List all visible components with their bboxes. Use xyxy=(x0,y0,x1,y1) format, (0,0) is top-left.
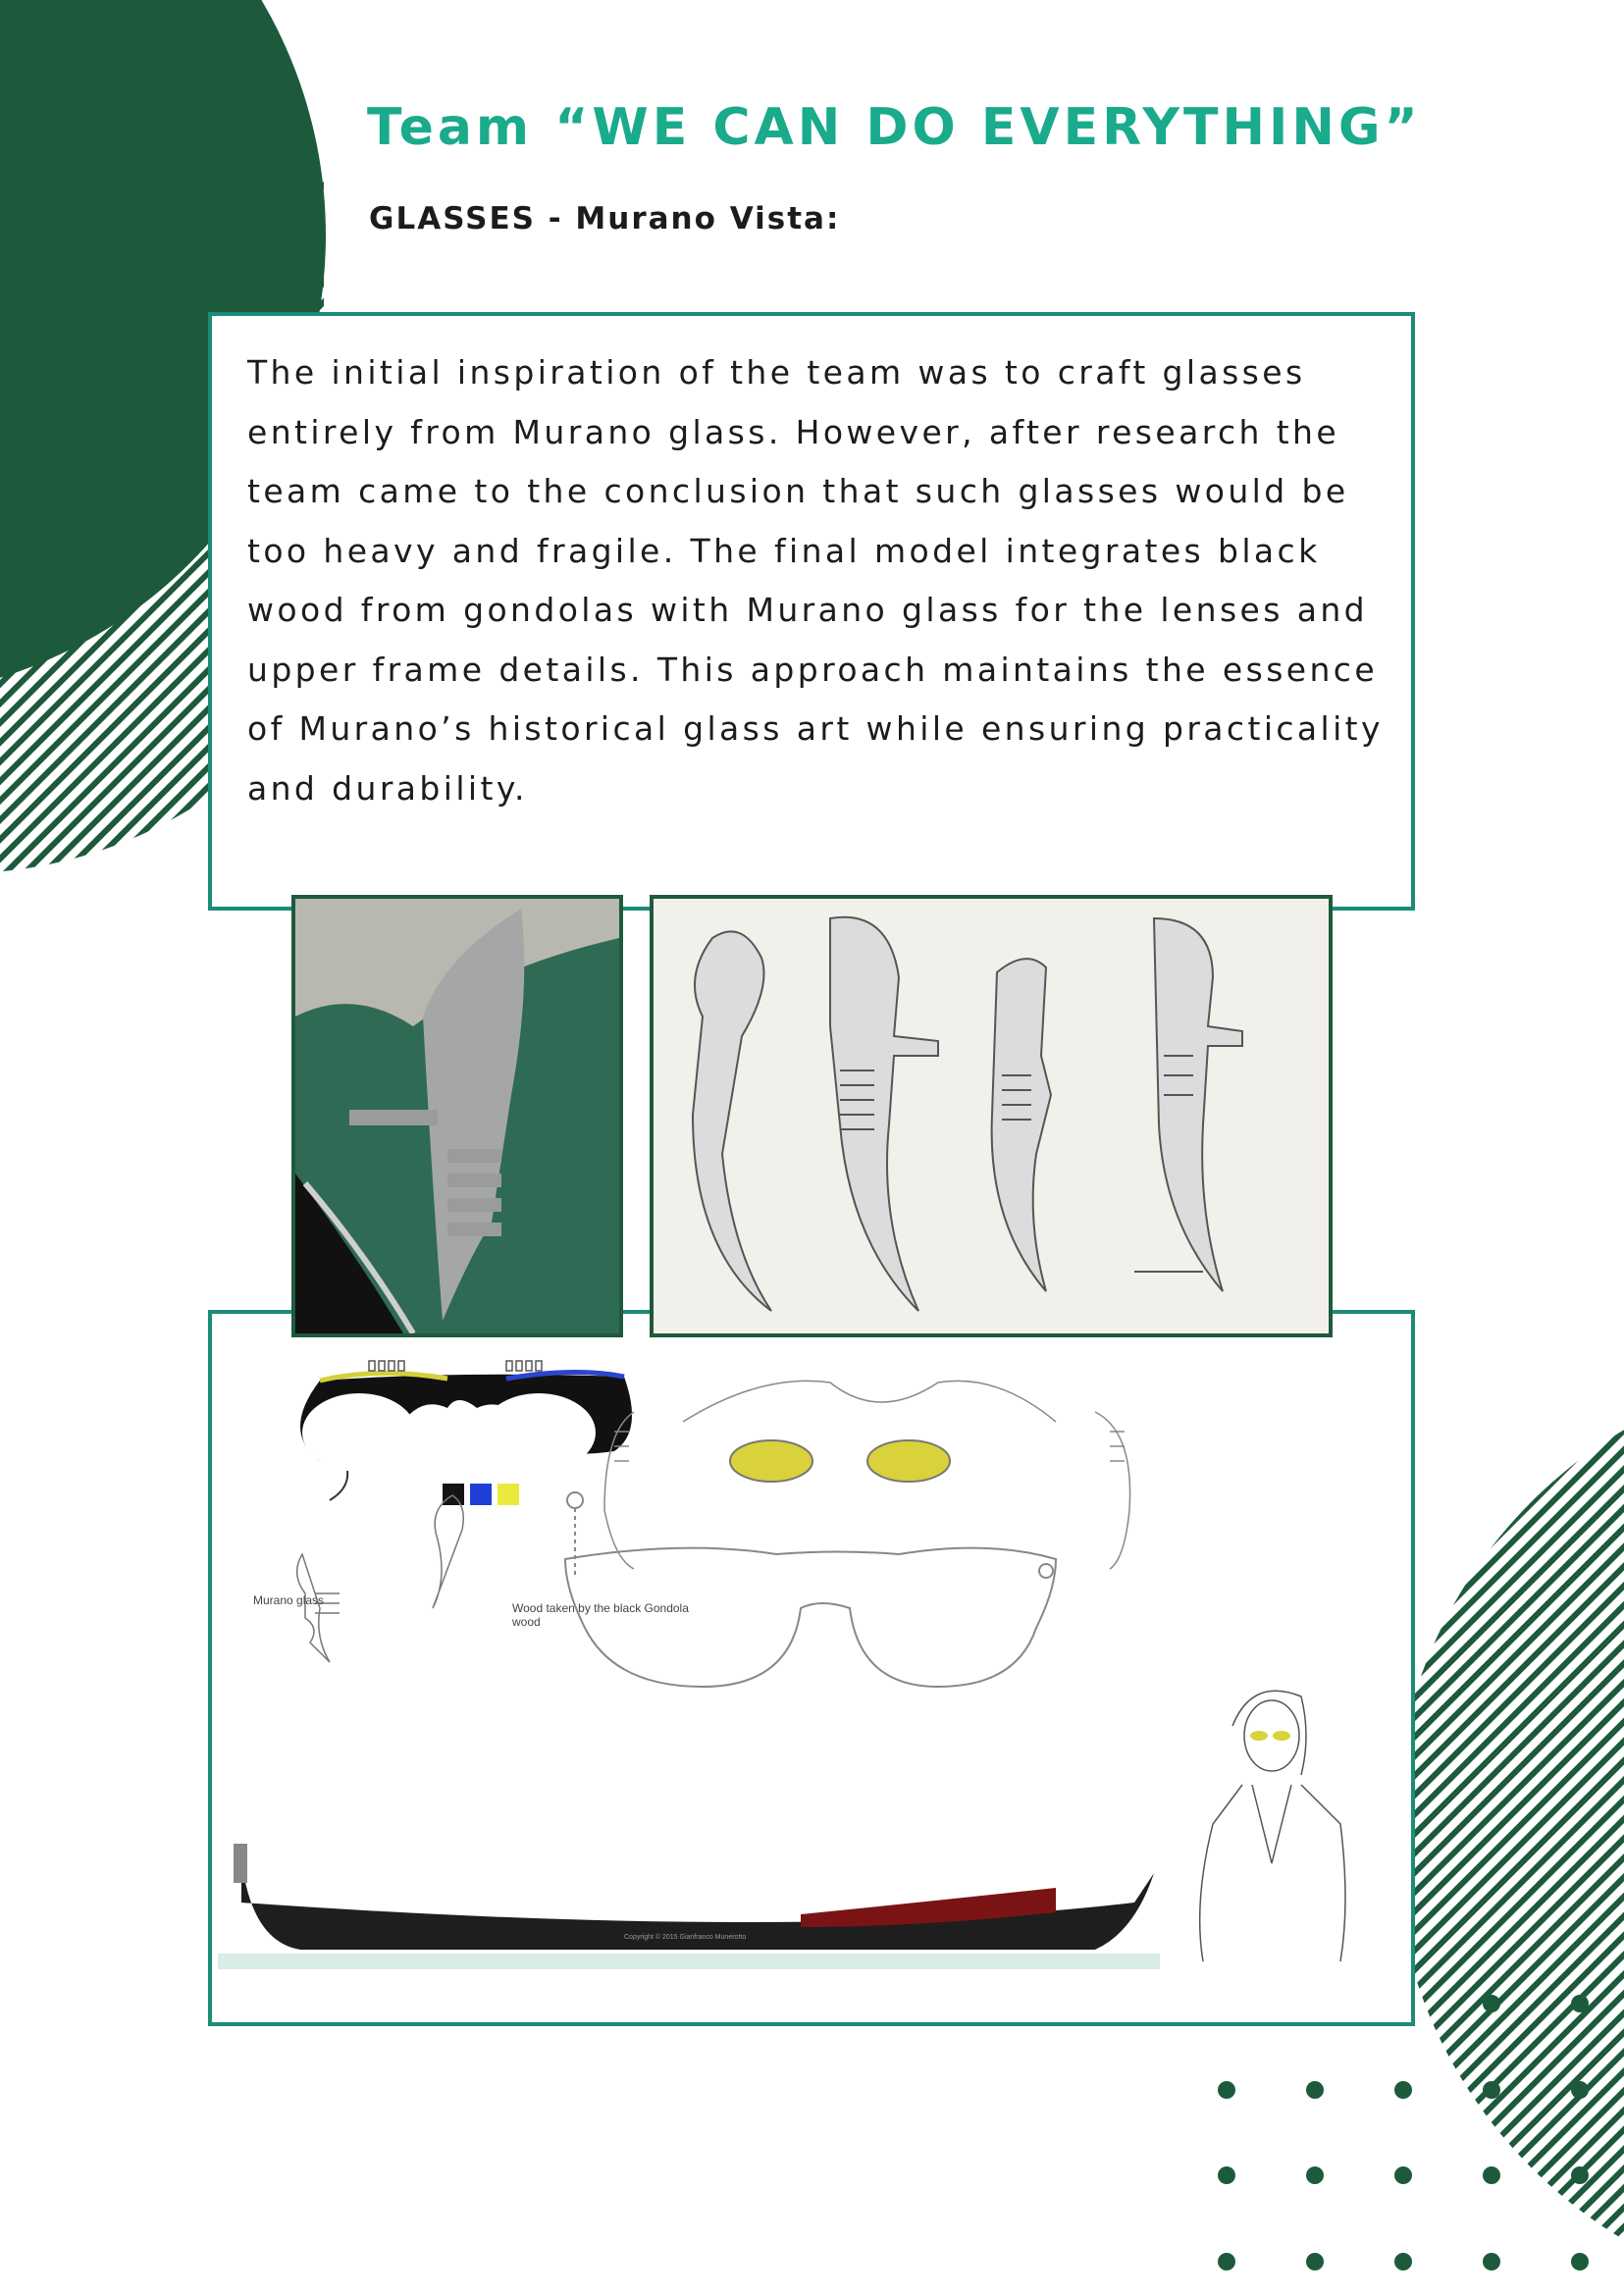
yellow-lens-frame-sketch xyxy=(604,1381,1130,1569)
page-subtitle: GLASSES - Murano Vista: xyxy=(369,201,841,236)
description-text: The initial inspiration of the team was to craft glasses entirely from Murano glass. However, after research the team came to the conclusion that such glasses would be too heavy and fragile. The final model integrates black wood from gondolas with Murano glass for the lenses and upper frame details. This approach maintains the essence of Murano’s historical glass art while ensuring practicality and durability. xyxy=(247,353,1384,808)
fashion-figure-sketch xyxy=(1200,1691,1345,1961)
gondola-copyright: Copyright © 2015 Gianfranco Munerotto xyxy=(624,1934,747,1941)
swatch-blue xyxy=(470,1484,492,1505)
page-title: Team “WE CAN DO EVERYTHING” xyxy=(367,98,1422,157)
swatch-yellow xyxy=(498,1484,519,1505)
ferro-sketches-image xyxy=(650,895,1333,1337)
label-gondola-wood: Wood taken by the black Gondola wood xyxy=(512,1601,689,1629)
design-sheet-illustration xyxy=(212,1314,1411,2022)
yellow-lens-left xyxy=(730,1440,812,1482)
yellow-lens-right xyxy=(867,1440,950,1482)
gondola-ferro-photo xyxy=(291,895,623,1337)
design-sheet-box xyxy=(208,1310,1415,2026)
clear-frame-outline xyxy=(565,1492,1056,1687)
temple-arm-sketches xyxy=(297,1471,464,1662)
swatch-black xyxy=(443,1484,464,1505)
black-cat-eye-glasses xyxy=(300,1361,632,1472)
striped-circle-right xyxy=(1393,1364,1624,2296)
gondola-drawing xyxy=(218,1844,1160,1969)
description-box xyxy=(208,312,1415,911)
label-murano-glass: Murano glass xyxy=(253,1593,325,1607)
